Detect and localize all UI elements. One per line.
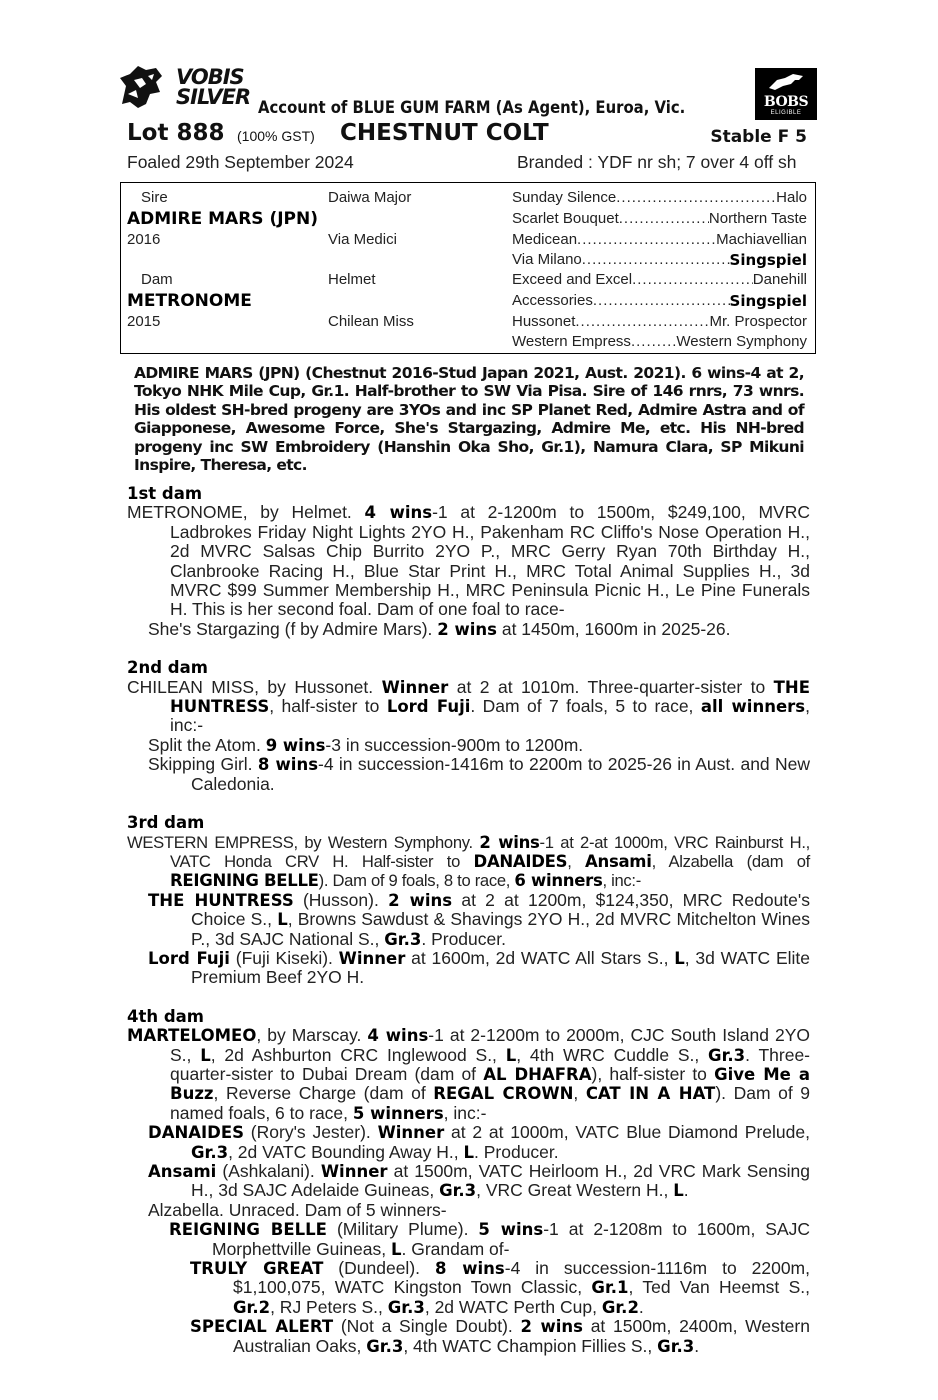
- ancestor-row: Western Empress ..... Western Symphony: [512, 333, 807, 350]
- great-grand-progeny-entry: TRULY GREAT (Dundeel). 8 wins-4 in succession-1116m to 2200m, $1,100,075, WATC Kingston Town Classic, Gr.1, Ted Van Heemst S., Gr.2, RJ Peters S., Gr.3, 2d WATC Perth Cup, Gr.2.: [190, 1258, 810, 1317]
- dam-sections: [127, 484, 810, 1356]
- ancestor-row: Via Milano ..... Singspiel: [512, 251, 807, 269]
- dam-dam: Chilean Miss: [328, 313, 414, 330]
- progeny-entry: DANAIDES (Rory's Jester). Winner at 2 at 1000m, VATC Blue Diamond Prelude, Gr.3, 2d VATC Bounding Away H., L. Producer.: [148, 1122, 810, 1162]
- ancestor-row: Medicean ..... Machiavellian: [512, 231, 807, 248]
- ancestor-row: Sunday Silence ..... Halo: [512, 189, 807, 206]
- second-dam-section: [127, 658, 810, 794]
- progeny-entry: Split the Atom. 9 wins-3 in succession-900m to 1200m.: [148, 734, 584, 755]
- progeny-entry: Skipping Girl. 8 wins-4 in succession-1416m to 2200m to 2025-26 in Aust. and New Caledonia.: [148, 754, 810, 794]
- section-heading: 3rd dam: [127, 813, 205, 833]
- progeny-entry: She's Stargazing (f by Admire Mars). 2 wins at 1450m, 1600m in 2025-26.: [148, 618, 731, 639]
- fourth-dam-section: [127, 1007, 810, 1356]
- section-heading: 1st dam: [127, 484, 203, 503]
- section-heading: 4th dam: [127, 1006, 204, 1026]
- ancestor-row: Hussonet ..... Mr. Prospector: [512, 313, 807, 330]
- logo-wordmark: VOBIS SILVER: [176, 65, 251, 109]
- third-dam-section: [127, 813, 810, 988]
- first-dam-section: [127, 484, 810, 639]
- ancestor-row: Exceed and Excel ..... Danehill: [512, 271, 807, 288]
- horse-description: CHESTNUT COLT: [340, 120, 549, 146]
- bobs-eligible-logo: BOBS ELIGIBLE: [755, 68, 817, 120]
- pedigree-table: [120, 182, 816, 354]
- sire-dam: Via Medici: [328, 231, 397, 248]
- sire-sire: Daiwa Major: [328, 189, 412, 206]
- dam-entry: CHILEAN MISS, by Hussonet. Winner at 2 at 1010m. Three-quarter-sister to THE HUNTRESS, half-sister to Lord Fuji. Dam of 7 foals, 5 to race, all winners, inc:-: [127, 676, 810, 736]
- dam-year: 2015: [127, 313, 161, 330]
- progeny-entry: Ansami (Ashkalani). Winner at 1500m, VATC Heirloom H., 2d VRC Mark Sensing H., 3d SAJC Adelaide Guineas, Gr.3, VRC Great Western H., L.: [148, 1161, 810, 1201]
- sire-label: Sire: [141, 189, 168, 206]
- brand-marks: Branded : YDF nr sh; 7 over 4 off sh: [517, 152, 797, 172]
- ancestor-row: Scarlet Bouquet ..... Northern Taste: [512, 210, 807, 227]
- grand-progeny-entry: REIGNING BELLE (Military Plume). 5 wins-1 at 2-1208m to 1600m, SAJC Morphettville Guineas, L. Grandam of-: [169, 1219, 811, 1259]
- progeny-entry: Lord Fuji (Fuji Kiseki). Winner at 1600m, 2d WATC All Stars S., L, 3d WATC Elite Premium Beef 2YO H.: [148, 947, 810, 988]
- dam-entry: METRONOME, by Helmet. 4 wins-1 at 2-1200m to 1500m, $249,100, MVRC Ladbrokes Friday Night Lights 2YO H., Pakenham RC Cliffo's Nose Operation H., 2d MVRC Salsas Chip Burrito 2YO P., MRC Gerry Ryan 70th Birthday H., Clanbrooke Racing H., Blue Star Print H., MRC Total Animal Supplies H., 3d MVRC $99 Summer Membership H., MRC Peninsula Picnic H., Le Pine Funerals H. This is her second foal. Dam of one foal to race-: [127, 502, 810, 620]
- foaled-date: Foaled 29th September 2024: [127, 152, 354, 172]
- sire-summary: ADMIRE MARS (JPN) (Chestnut 2016-Stud Japan 2021, Aust. 2021). 6 wins-4 at 2, Tokyo NHK Mile Cup, Gr.1. Half-brother to SW Via Pisa. Sire of 146 rnrs, 73 wnrs. His oldest SH-bred progeny are 3YOs and inc SP Planet Red, Admire Astra and of Giapponese, Awesome Force, She's Stargazing, Admire Me, etc. His NH-bred progeny inc SW Embroidery (Hanshin Oka Sho, Gr.1), Namura Clara, SP Mikuni Inspire, Theresa, etc.: [134, 364, 804, 475]
- gst-note: (100% GST): [237, 128, 315, 144]
- dam-sire: Helmet: [328, 271, 376, 288]
- dam-entry: MARTELOMEO, by Marscay. 4 wins-1 at 2-1200m to 2000m, CJC South Island 2YO S., L, 2d Ashburton CRC Inglewood S., L, 4th WRC Cuddle S., Gr.3. Three-quarter-sister to Dubai Dream (dam of AL DHAFRA), half-sister to Give Me a Buzz, Reverse Charge (dam of REGAL CROWN, CAT IN A HAT). Dam of 9 named foals, 6 to race, 5 winners, inc:-: [127, 1025, 811, 1123]
- vobis-silver-logo: [116, 64, 256, 112]
- dam-entry: WESTERN EMPRESS, by Western Symphony. 2 wins-1 at 2-at 1000m, VRC Rainburst H., VATC Honda CRV H. Half-sister to DANAIDES, Ansami, Alzabella (dam of REIGNING BELLE). Dam of 9 foals, 8 to race, 6 winners, inc:-: [127, 832, 810, 891]
- vendor-account: Account of BLUE GUM FARM (As Agent), Euroa, Vic.: [258, 98, 686, 117]
- horse-head-icon: [116, 64, 176, 112]
- great-grand-progeny-entry: SPECIAL ALERT (Not a Single Doubt). 2 wins at 1500m, 2400m, Western Australian Oaks, Gr.3, 4th WATC Champion Fillies S., Gr.3.: [190, 1316, 810, 1356]
- progeny-entry: THE HUNTRESS (Husson). 2 wins at 2 at 1200m, $124,350, MRC Redoute's Choice S., L, Browns Sawdust & Shavings 2YO H., 2d MVRC Mitchelton Wines P., 3d SAJC National S., Gr.3. Producer.: [148, 889, 810, 949]
- stable-location: Stable F 5: [710, 127, 807, 147]
- sire-name: ADMIRE MARS (JPN): [127, 209, 319, 229]
- sire-year: 2016: [127, 231, 161, 248]
- lot-number: Lot 888: [127, 120, 225, 146]
- ancestor-row: Accessories ..... Singspiel: [512, 292, 807, 310]
- progeny-entry: Alzabella. Unraced. Dam of 5 winners-: [148, 1199, 447, 1220]
- section-heading: 2nd dam: [127, 658, 208, 678]
- bobs-horse-icon: [755, 68, 817, 94]
- dam-name: METRONOME: [127, 291, 252, 311]
- lot-title-row: [127, 120, 812, 150]
- dam-label: Dam: [141, 271, 173, 288]
